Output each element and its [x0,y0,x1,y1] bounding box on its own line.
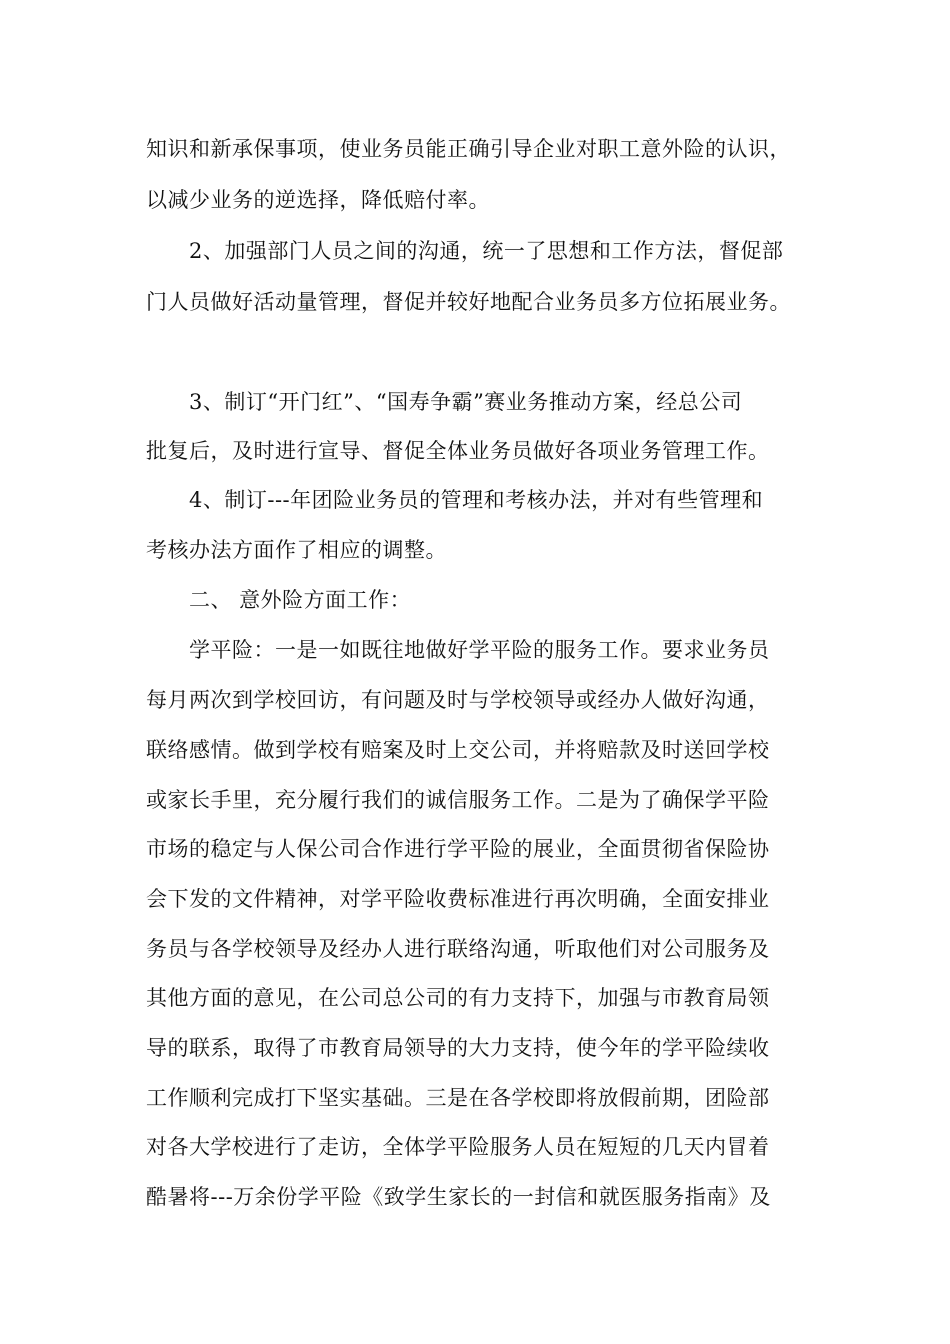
text-line: 其他方面的意见，在公司总公司的有力支持下，加强与市教育局领 [146,986,770,1010]
text-line: 对各大学校进行了走访，全体学平险服务人员在短短的几天内冒着 [146,1135,770,1159]
text-line: 会下发的文件精神，对学平险收费标准进行再次明确，全面安排业 [146,887,770,911]
text-line: 以减少业务的逆选择，降低赔付率。 [146,188,490,212]
section-heading: 二、 意外险方面工作： [189,588,412,612]
text-line: 3、制订“开门红”、“国寿争霸”赛业务推动方案，经总公司 [189,390,743,414]
text-line: 联络感情。做到学校有赔案及时上交公司，并将赔款及时送回学校 [146,738,770,762]
text-line: 每月两次到学校回访，有问题及时与学校领导或经办人做好沟通， [146,688,770,712]
text-line: 市场的稳定与人保公司合作进行学平险的展业，全面贯彻省保险协 [146,837,770,861]
text-line: 务员与各学校领导及经办人进行联络沟通，听取他们对公司服务及 [146,937,770,961]
text-line: 工作顺利完成打下坚实基础。三是在各学校即将放假前期，团险部 [146,1086,770,1110]
text-line: 知识和新承保事项，使业务员能正确引导企业对职工意外险的认识， [146,137,791,161]
text-line: 4、制订---年团险业务员的管理和考核办法，并对有些管理和 [189,488,764,512]
text-line: 酷暑将---万余份学平险《致学生家长的一封信和就医服务指南》及 [146,1185,771,1209]
text-line: 导的联系，取得了市教育局领导的大力支持，使今年的学平险续收 [146,1036,770,1060]
text-line: 或家长手里，充分履行我们的诚信服务工作。二是为了确保学平险 [146,788,770,812]
text-line: 学平险：一是一如既往地做好学平险的服务工作。要求业务员 [189,638,770,662]
text-line: 门人员做好活动量管理，督促并较好地配合业务员多方位拓展业务。 [146,290,791,314]
text-line: 2、加强部门人员之间的沟通，统一了思想和工作方法，督促部 [189,239,784,263]
text-line: 批复后，及时进行宣导、督促全体业务员做好各项业务管理工作。 [146,439,770,463]
text-line: 考核办法方面作了相应的调整。 [146,538,447,562]
